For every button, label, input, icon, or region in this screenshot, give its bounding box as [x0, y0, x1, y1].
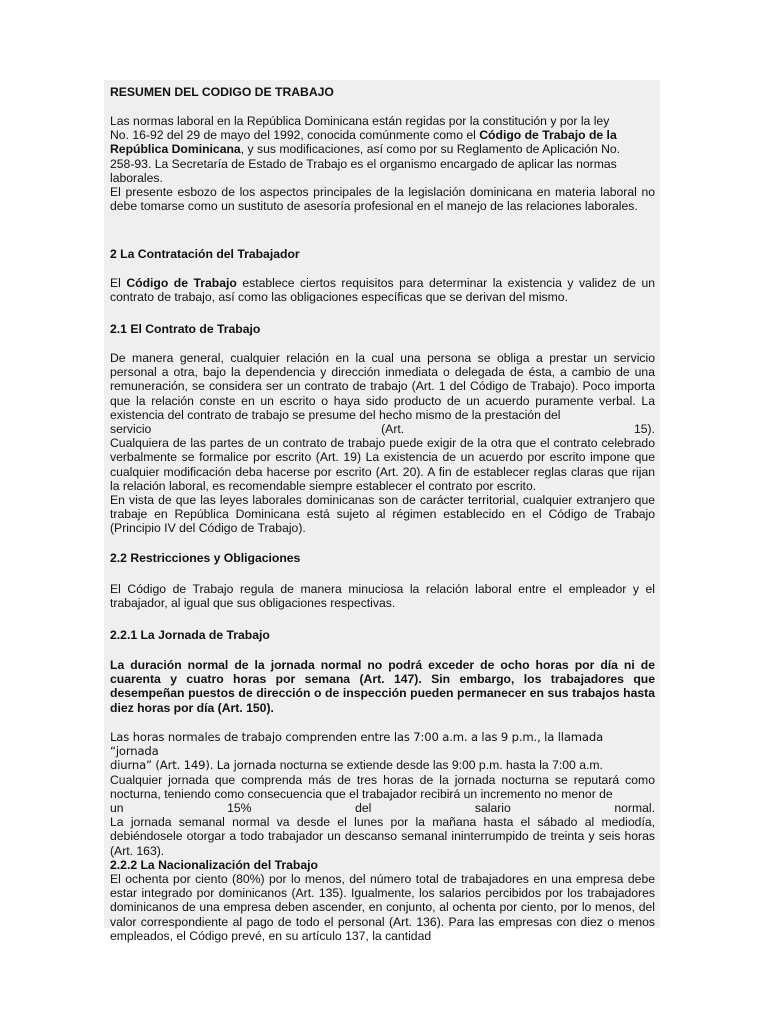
workday-hours-line-1: Las horas normales de trabajo comprenden entre las 7:00 a.m. a las 9 p.m., la llamada “jornada — [110, 730, 604, 759]
contract-paragraph-1: De manera general, cualquier relación en la cual una persona se obliga a prestar un servicio personal a otra, bajo la dependencia y dirección inmediata o delegada de ésta, a cambio de una remuneración, se considera ser un contrato de trabajo (Art. 1 del Código de Trabajo). Poco importa que la relación conste en un escrito o haya sido producto de un acuerdo puramente verbal. La existencia del contrato de trabajo se presume del hecho mismo de la prestación del — [110, 351, 655, 422]
code-name-bold: Código de Trabajo de la — [479, 128, 617, 143]
workday-bold-paragraph: La duración normal de la jornada normal no podrá exceder de ocho horas por día ni de cuarenta y cuatro horas por semana (Art. 147). Sin embargo, los trabajadores que desempeñan puestos de dirección o de inspección pueden permanecer en sus trabajos hasta diez horas por día (Art. 150). — [110, 658, 655, 715]
section-2-1-body — [110, 351, 655, 536]
contract-paragraph-2: Cualquiera de las partes de un contrato de trabajo puede exigir de la otra que el contrato celebrado verbalmente se formalice por escrito (Art. 19) La existencia de un acuerdo por escrito impone que cualquier modificación deba hacerse por escrito (Art. 20). A fin de establecer reglas claras que rijan la relación laboral, es recomendable siempre establecer el contrato por escrito. — [110, 436, 655, 493]
intro-line-5: laborales. — [110, 170, 163, 185]
intro-paragraph-2: El presente esbozo de los aspectos principales de la legislación dominicana en materia laboral no debe tomarse como un sustituto de asesoría profesional en el manejo de las relaciones laborales. — [110, 185, 655, 214]
workday-hours-body — [110, 730, 655, 943]
workday-hours-line-2b: nocturna se extiende desde las 9:00 p.m. hasta la 7:00 a.m. — [276, 758, 603, 773]
intro-paragraph — [110, 114, 655, 213]
document-title: RESUMEN DEL CODIGO DE TRABAJO — [110, 85, 334, 99]
section-2-2-2-heading: 2.2.2 La Nacionalización del Trabajo — [110, 857, 318, 872]
workday-night-paragraph: Cualquier jornada que comprenda más de tres horas de la jornada nocturna se reputará como nocturna, teniendo como consecuencia que el trabajador recibirá un incremento no menor de — [110, 772, 655, 801]
section-2-2-paragraph: El Código de Trabajo regula de manera minuciosa la relación laboral entre el empleador y el trabajador, al igual que sus obligaciones respectivas. — [110, 582, 655, 611]
intro-line-1: Las normas laboral en la República Dominicana están regidas por la constitución y por la ley — [110, 114, 610, 128]
weekly-rest-paragraph: La jornada semanal normal va desde el lunes por la mañana hasta el sábado al mediodía, debiéndosele otorgar a todo trabajador un descanso semanal ininterrumpido de treinta y seis horas (Art. 163). — [110, 815, 655, 858]
intro-line-3: , y sus modificaciones, así como por su Reglamento de Aplicación No. — [240, 142, 621, 157]
contract-paragraph-1-last-line: servicio (Art. 15). — [110, 422, 655, 437]
intro-line-4: 258-93. La Secretaría de Estado de Trabajo es el organismo encargado de aplicar las normas — [110, 156, 617, 171]
document-page — [104, 80, 660, 943]
workday-night-last-line: un 15% del salario normal. — [110, 801, 655, 816]
republic-bold: República Dominicana — [110, 142, 241, 157]
section-2-2-heading: 2.2 Restricciones y Obligaciones — [110, 551, 301, 565]
workday-hours-line-2a: diurna” (Art. 149). La jornada — [110, 758, 277, 773]
section-2-2-1-heading: 2.2.1 La Jornada de Trabajo — [110, 628, 270, 642]
code-bold: Código de Trabajo — [126, 276, 237, 290]
section-2-paragraph: El Código de Trabajo establece ciertos requisitos para determinar la existencia y validez de un contrato de trabajo, así como las obligaciones específicas que se derivan del mismo. — [110, 276, 655, 305]
nationalization-paragraph: El ochenta por ciento (80%) por lo menos, del número total de trabajadores en una empresa debe estar integrado por dominicanos (Art. 135). Igualmente, los salarios percibidos por los trabajadores dominicanos de una empresa deben ascender, en conjunto, al ochenta por ciento, por lo menos, del valor correspondiente al pago de todo el personal (Art. 136). Para las empresas con diez o menos empleados, el Código prevé, en su artículo 137, la cantidad — [110, 872, 655, 943]
intro-line-2: No. 16-92 del 29 de mayo del 1992, conocida comúnmente como el — [110, 128, 480, 143]
contract-paragraph-3: En vista de que las leyes laborales dominicanas son de carácter territorial, cualquier extranjero que trabaje en República Dominicana está sujeto al régimen establecido en el Código de Trabajo (Principio IV del Código de Trabajo). — [110, 493, 655, 536]
section-2-1-heading: 2.1 El Contrato de Trabajo — [110, 322, 261, 336]
section-2-heading: 2 La Contratación del Trabajador — [110, 247, 300, 261]
